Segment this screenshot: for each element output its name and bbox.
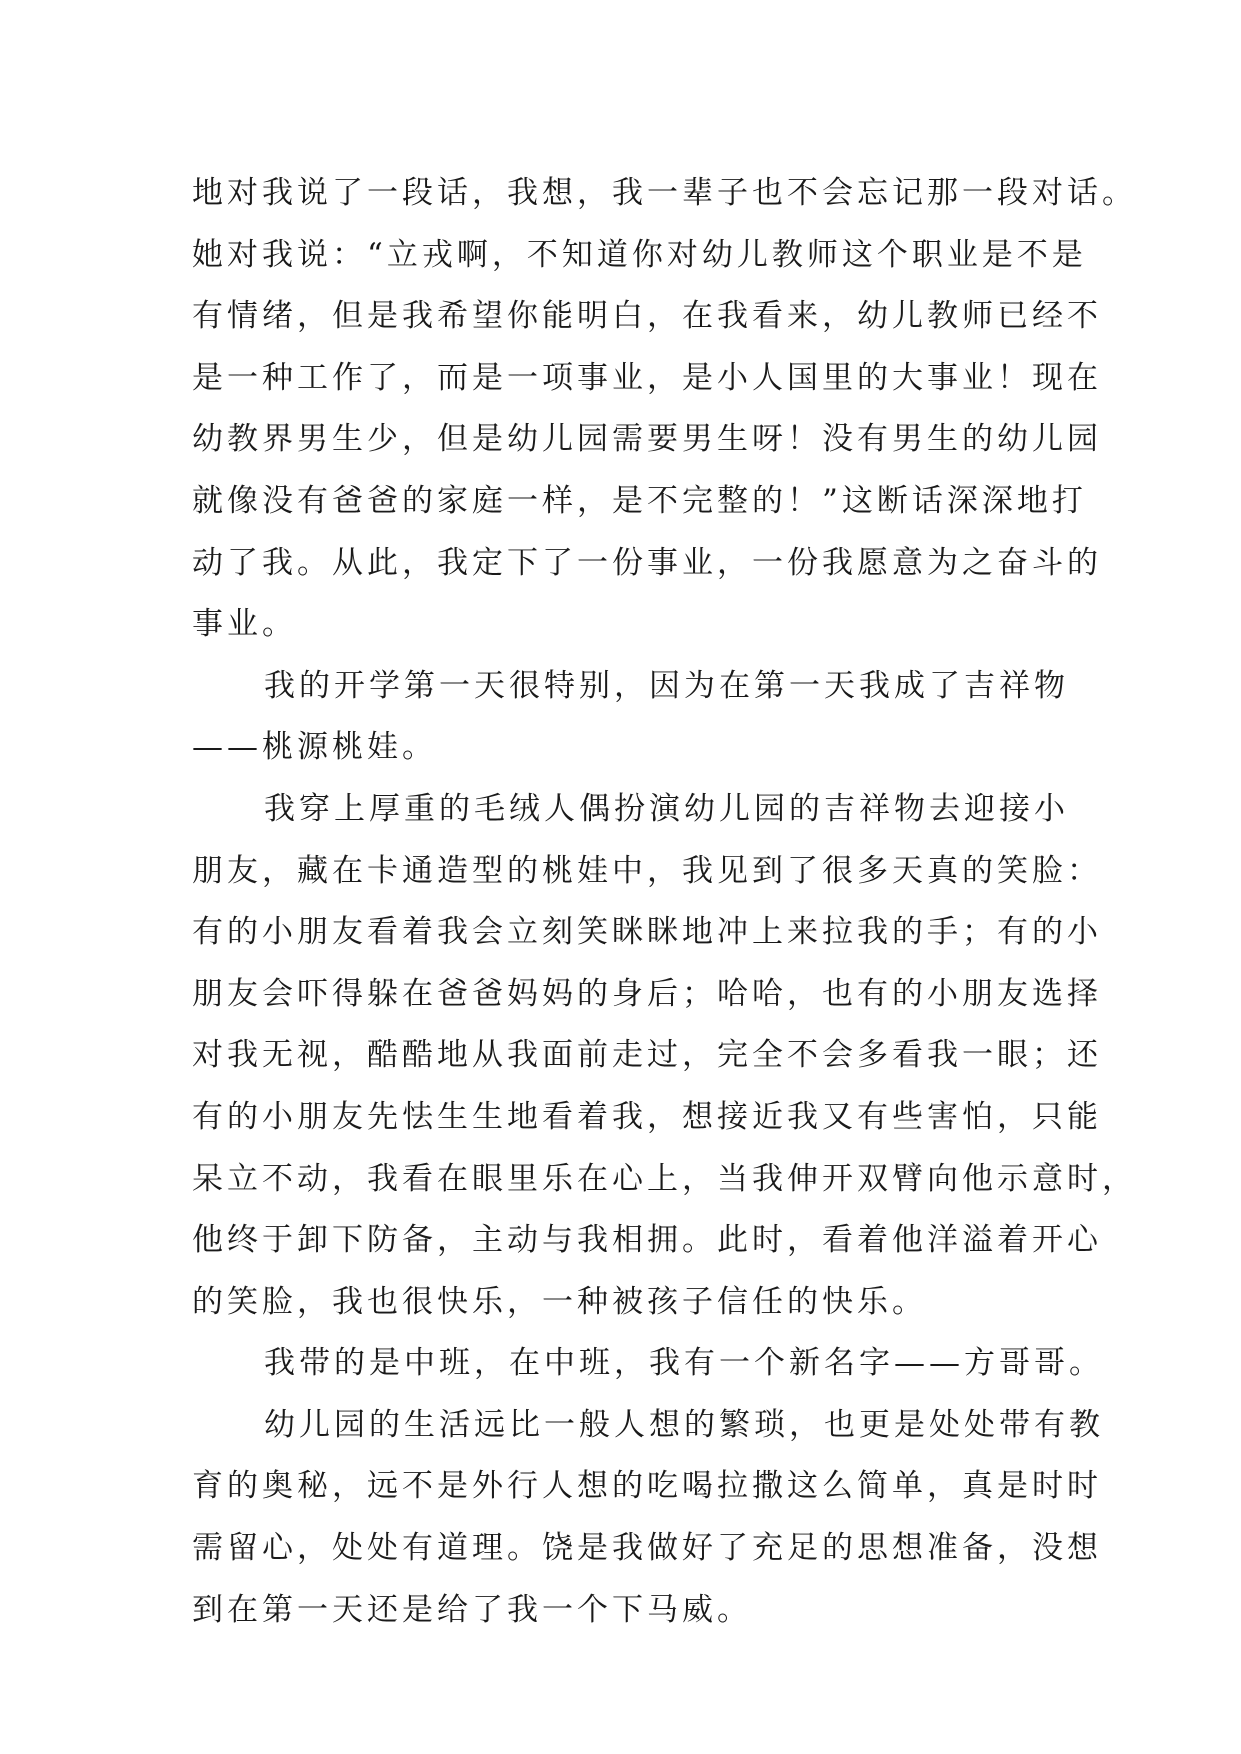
text-line: 他终于卸下防备，主动与我相拥。此时，看着他洋溢着开心 <box>192 1222 1102 1259</box>
text-line: 的笑脸，我也很快乐，一种被孩子信任的快乐。 <box>192 1283 927 1320</box>
text-line: 到在第一天还是给了我一个下马威。 <box>192 1591 752 1628</box>
paragraph-start-line: 我的开学第一天很特别，因为在第一天我成了吉祥物 <box>264 667 1069 704</box>
text-line: 呆立不动，我看在眼里乐在心上，当我伸开双臂向他示意时， <box>192 1160 1137 1197</box>
text-line: 她对我说：“立戎啊，不知道你对幼儿教师这个职业是不是 <box>192 236 1087 273</box>
text-line: 育的奥秘，远不是外行人想的吃喝拉撒这么简单，真是时时 <box>192 1468 1102 1505</box>
body-text <box>192 163 1137 1641</box>
text-line: 就像没有爸爸的家庭一样，是不完整的！”这断话深深地打 <box>192 482 1087 519</box>
paragraph-start-line: 我穿上厚重的毛绒人偶扮演幼儿园的吉祥物去迎接小 <box>264 790 1069 827</box>
text-line: 事业。 <box>192 606 297 643</box>
text-line: 对我无视，酷酷地从我面前走过，完全不会多看我一眼；还 <box>192 1037 1102 1074</box>
text-line: 幼教界男生少，但是幼儿园需要男生呀！没有男生的幼儿园 <box>192 421 1102 458</box>
text-line: 需留心，处处有道理。饶是我做好了充足的思想准备，没想 <box>192 1530 1102 1567</box>
paragraph-start-line: 我带的是中班，在中班，我有一个新名字——方哥哥。 <box>264 1345 1104 1382</box>
text-line: 朋友，藏在卡通造型的桃娃中，我见到了很多天真的笑脸： <box>192 852 1102 889</box>
text-line: 有的小朋友先怯生生地看着我，想接近我又有些害怕，只能 <box>192 1098 1102 1135</box>
text-line: 是一种工作了，而是一项事业，是小人国里的大事业！现在 <box>192 359 1102 396</box>
text-line: 有的小朋友看着我会立刻笑眯眯地冲上来拉我的手；有的小 <box>192 914 1102 951</box>
text-line: 朋友会吓得躲在爸爸妈妈的身后；哈哈，也有的小朋友选择 <box>192 975 1102 1012</box>
text-line: 有情绪，但是我希望你能明白，在我看来，幼儿教师已经不 <box>192 298 1102 335</box>
text-line: ——桃源桃娃。 <box>192 729 437 766</box>
text-line: 地对我说了一段话，我想，我一辈子也不会忘记那一段对话。 <box>192 175 1137 211</box>
paragraph-start-line: 幼儿园的生活远比一般人想的繁琐，也更是处处带有教 <box>264 1406 1104 1443</box>
text-line: 动了我。从此，我定下了一份事业，一份我愿意为之奋斗的 <box>192 544 1102 581</box>
